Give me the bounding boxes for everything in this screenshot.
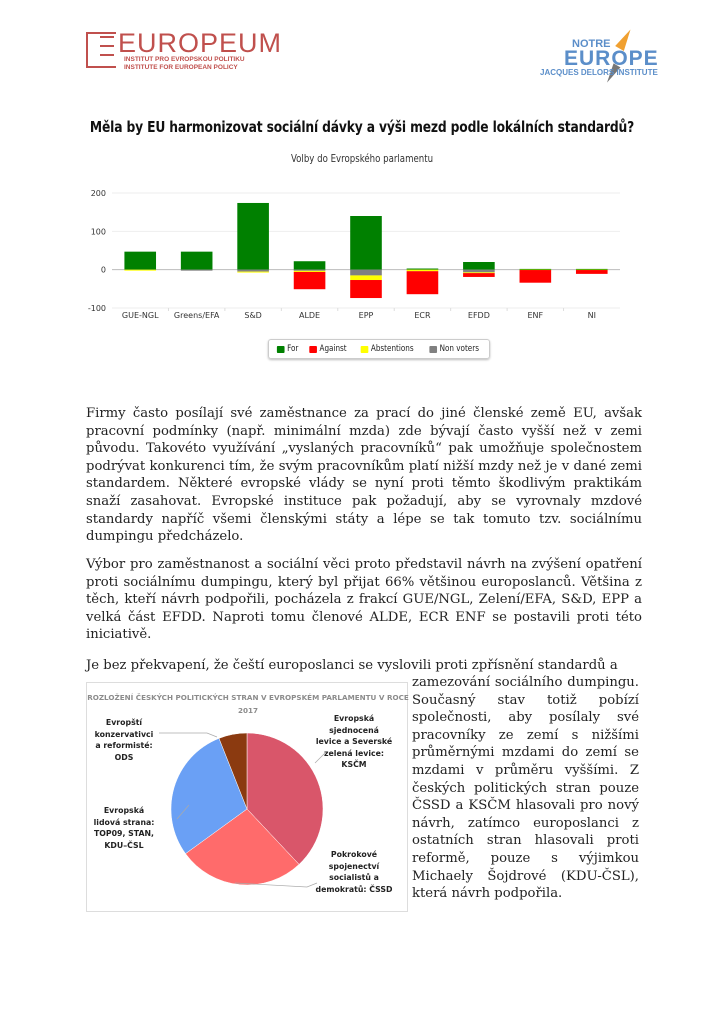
pie-label-ksc xyxy=(309,713,399,771)
bar-segment-non-voters xyxy=(294,270,326,271)
bar-segment-against xyxy=(576,270,608,274)
bar-segment-non-voters xyxy=(237,270,269,272)
legend-label: For xyxy=(287,344,299,354)
paragraph-1: Firmy často posílají své zaměstnance za prací do jiné členské země EU, avšak pracovní podmínky (např. minimální mzda) zde bývají často vyšší než v zemi původu. Takovéto využívání „vyslaných pracovníků“ pak umožňuje společnostem podrývat konkurenci tím, že svým pracovníkům platí nižší mzdy než je v dané zemi standardem. Některé evropské vlády se nyní proti těmto škodlivým praktikám snaží zasahovat. Evropské instituce pak požadují, aby se vyrovnaly mzdové standardy napříč všemi členskými státy a lépe se tak tomuto tzv. sociálnímu dumpingu předcházelo. xyxy=(86,406,642,545)
bar-segment-against xyxy=(463,273,495,277)
logo-europe: EUROPE xyxy=(564,47,659,70)
logo-notre: NOTRE xyxy=(572,38,611,50)
bar-segment-abstentions xyxy=(237,272,269,273)
y-tick-label: 0 xyxy=(100,265,106,275)
bar-segment-against xyxy=(407,271,439,294)
label-line: Pokrokové xyxy=(330,850,378,859)
legend-label: Abstentions xyxy=(371,344,414,354)
label-line: KDU–ČSL xyxy=(104,840,144,850)
label-line: a reformisté: xyxy=(95,741,153,750)
pie-label-ods xyxy=(89,717,159,763)
bar-segment-abstentions xyxy=(294,271,326,272)
bar-segment-against xyxy=(294,272,326,289)
pie-chart-title: ROZLOŽENÍ ČESKÝCH POLITICKÝCH STRAN V EVROPSKÉM PARLAMENTU V ROCE 2017 xyxy=(87,693,409,715)
chart-title: Volby do Evropského parlamentu xyxy=(290,153,434,165)
bar-segment-against xyxy=(350,280,382,298)
bar-segment-abstentions xyxy=(124,270,156,271)
paragraph-3-rest: zamezování sociálního dumpingu. Současný stav totiž pobízí společnosti, aby posílaly své pracovníky ze zemí s nižšími průměrnými mzdami do zemí se mzdami v průměru vyššími. Z českých politických stran pouze ČSSD a KSČM hlasovali pro nový návrh, zatímco europoslanci z ostatních stran hlasovali proti reformě, pouze s výjimkou Michaely Šojdrové (KDU-ČSL), která návrh podpořila. xyxy=(412,675,639,902)
pie-label-cssd xyxy=(309,849,399,895)
x-tick-label: GUE-NGL xyxy=(121,311,159,320)
label-line: ODS xyxy=(114,752,134,762)
paragraph-2: Výbor pro zaměstnanost a sociální věci proto představil návrh na zvýšení opatření proti sociálnímu dumpingu, který byl přijat 66% většinou europoslanců. Většina z těch, kteří návrh podpořili, pocházela z frakcí GUE/NGL, Zelení/EFA, S&D, EPP a velká část EFDD. Naproti tomu členové ALDE, ECR ENF se postavili proti této iniciativě. xyxy=(86,557,642,643)
x-tick-label: S&D xyxy=(244,311,262,320)
vote-bar-chart xyxy=(80,180,650,330)
bar-segment-for xyxy=(294,261,326,269)
chart-legend xyxy=(268,339,490,359)
legend-swatch xyxy=(429,346,437,353)
bar-segment-non-voters xyxy=(181,270,213,271)
legend-item xyxy=(361,344,414,354)
bar-segment-non-voters xyxy=(350,270,382,276)
y-tick-label: 200 xyxy=(90,189,106,198)
legend-swatch xyxy=(310,346,318,353)
label-line: spojenectví xyxy=(328,861,380,871)
bar-segment-against xyxy=(520,270,552,283)
label-line: Evropští xyxy=(105,718,143,727)
bar-segment-for xyxy=(407,269,439,270)
logo-bars xyxy=(100,36,114,63)
y-tick-label: 100 xyxy=(90,227,106,237)
x-tick-label: EPP xyxy=(358,311,374,320)
label-line: konzervativci xyxy=(94,729,154,739)
notre-europe-logo xyxy=(540,24,680,84)
label-line: Evropská xyxy=(103,806,145,815)
legend-item xyxy=(277,344,298,354)
x-tick-label: ECR xyxy=(414,311,431,320)
bar-segment-for xyxy=(181,252,213,270)
bar-segment-for xyxy=(124,252,156,270)
logo-institute: JACQUES DELORS INSTITUTE xyxy=(540,68,658,77)
legend-item xyxy=(429,344,479,354)
legend-swatch xyxy=(277,346,285,353)
x-tick-label: NI xyxy=(587,311,596,320)
legend-item xyxy=(310,344,347,354)
x-tick-label: Greens/EFA xyxy=(173,311,220,320)
logo-subtitle-en: INSTITUTE FOR EUROPEAN POLICY xyxy=(124,64,238,71)
pie-leader-line xyxy=(159,733,217,737)
legend-label: Non voters xyxy=(439,344,479,354)
legend-label: Against xyxy=(319,344,347,354)
label-line: levice a Severské xyxy=(315,737,393,746)
page-title: Měla by EU harmonizovat sociální dávky a výši mezd podle lokálních standardů? xyxy=(89,118,635,136)
pie-label-epp xyxy=(89,805,159,851)
label-line: TOP09, STAN, xyxy=(93,829,155,838)
label-line: lidová strana: xyxy=(93,817,155,827)
paragraph-3-first-line: Je bez překvapení, že čeští europoslanci se vyslovili proti zpřísnění standardů a xyxy=(86,658,618,673)
label-line: Evropská xyxy=(333,714,375,723)
europeum-logo xyxy=(86,28,283,72)
label-line: zelená levice: xyxy=(323,748,385,758)
pie-chart-box xyxy=(86,682,408,912)
y-tick-label: -100 xyxy=(87,304,106,313)
x-tick-label: EFDD xyxy=(467,311,490,320)
logo-name: EUROPEUM xyxy=(118,28,283,58)
bar-segment-for xyxy=(237,203,269,270)
bar-segment-abstentions xyxy=(350,275,382,280)
bar-segment-non-voters xyxy=(463,270,495,273)
bar-segment-for xyxy=(463,262,495,270)
bar-segment-for xyxy=(350,216,382,270)
label-line: socialistů a xyxy=(329,873,379,882)
bar-segment-abstentions xyxy=(407,270,439,272)
x-tick-label: ENF xyxy=(527,311,544,320)
x-tick-label: ALDE xyxy=(298,311,321,320)
label-line: sjednocená xyxy=(329,725,379,735)
label-line: demokratů: ČSSD xyxy=(315,884,393,894)
logo-subtitle-cz: INSTITUT PRO EVROPSKOU POLITIKU xyxy=(124,56,245,63)
legend-swatch xyxy=(361,346,369,353)
label-line: KSČM xyxy=(341,760,367,769)
